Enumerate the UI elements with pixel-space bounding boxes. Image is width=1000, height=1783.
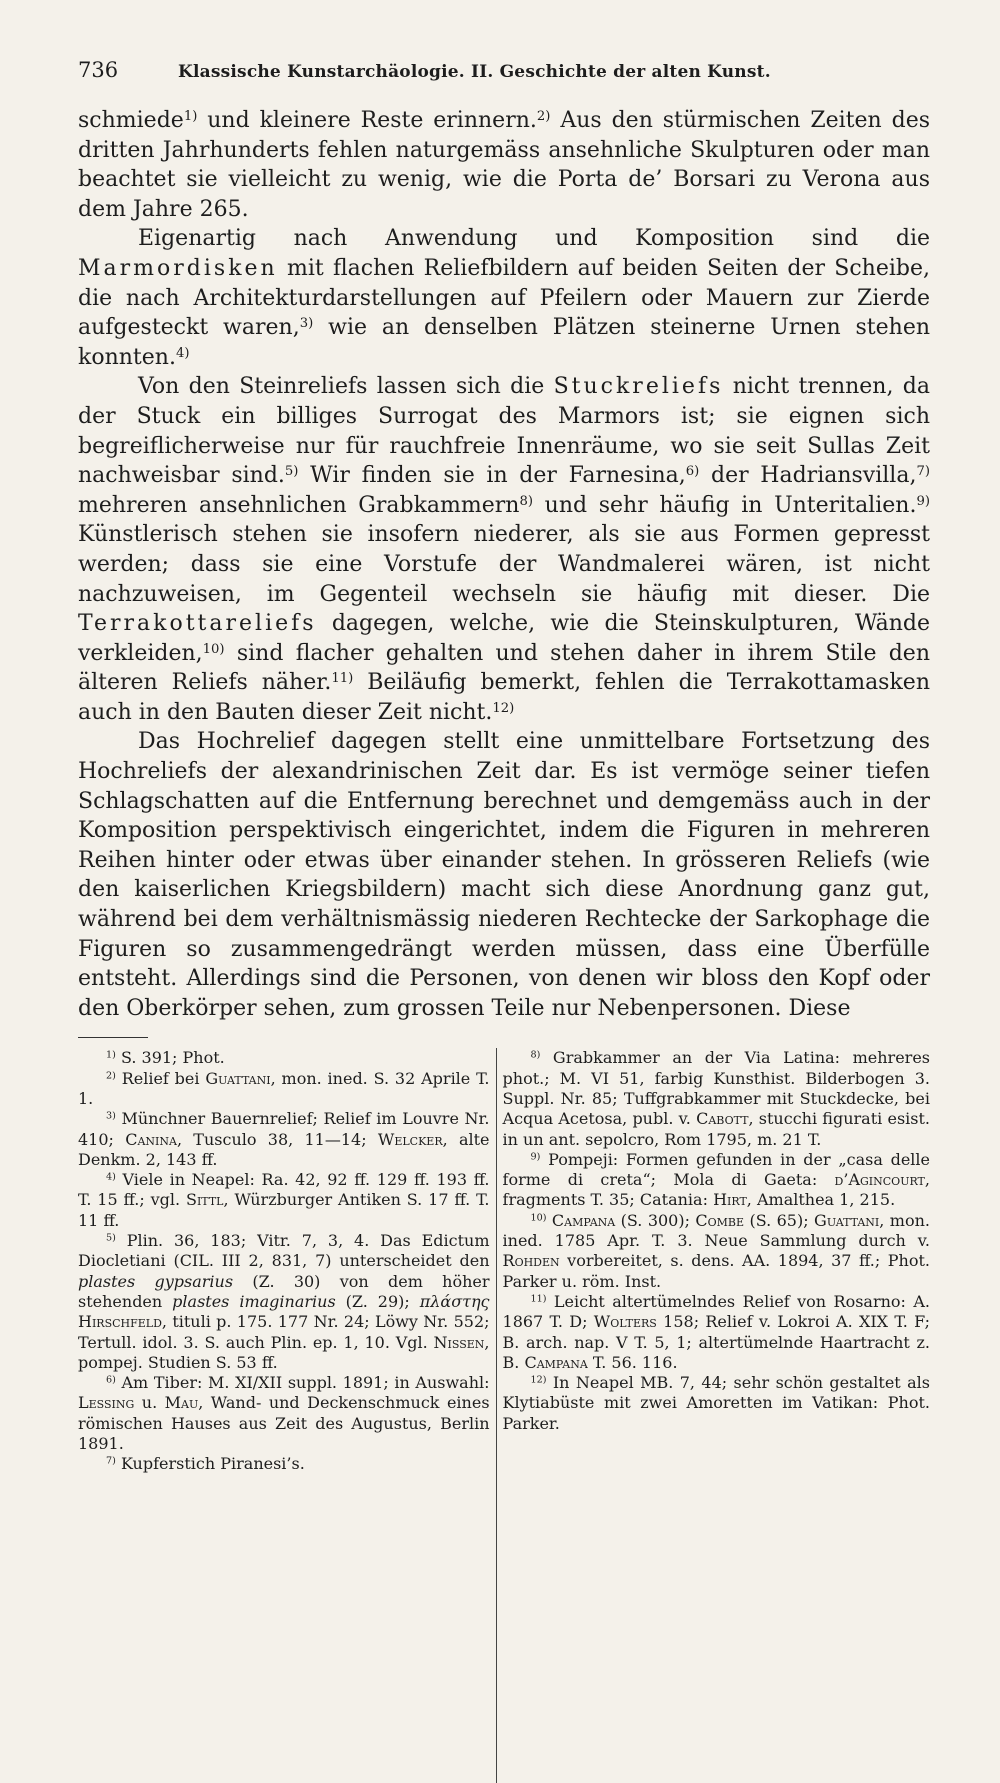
spaced-term: Stuckreliefs: [553, 374, 724, 400]
text-run: und kleinere Reste erinnern.: [197, 108, 537, 133]
footnote-mark: 9): [530, 1151, 541, 1163]
footnote-8: [503, 1048, 930, 1149]
paragraph-4: Das Hochrelief dagegen stellt eine unmittelbare Fortsetzung des Hochreliefs der alexandrinischen Zeit dar. Es ist vermöge seiner tiefen Schlagschatten auf die Entfernung berechnet und demgemäss auch in der Komposition perspektivisch eingerichtet, indem die Figuren in mehreren Reihen hinter oder etwas über einander stehen. In grösseren Reliefs (wie den kaiserlichen Kriegsbildern) macht sich diese Anordnung ganz gut, während bei dem verhältnismässig niederen Rechtecke der Sarkophage die Figuren so zusammengedrängt werden müssen, dass eine Überfülle entsteht. Allerdings sind die Personen, von denen wir bloss den Kopf oder den Oberkörper sehen, zum grossen Teile nur Nebenpersonen. Diese: [78, 729, 930, 1021]
text-run: Von den Steinreliefs lassen sich die: [138, 374, 554, 400]
footnote-text: , mon. ined. 1785 Apr. T. 3. Neue Sammlung durch v.: [502, 1210, 930, 1251]
author-name: Nissen: [433, 1332, 485, 1352]
footnote-ref: 12): [492, 700, 515, 716]
footnote-ref: 6): [685, 463, 700, 479]
footnote-text: , Tusculo 38, 11—14;: [176, 1129, 378, 1149]
author-name: Guattani: [814, 1210, 880, 1230]
column-divider: [496, 1048, 497, 1783]
footnote-7: [78, 1454, 490, 1474]
footnote-ref: 9): [916, 493, 930, 509]
page-number: 736: [78, 58, 119, 82]
footnote-9: [503, 1150, 930, 1211]
text-run: nicht trennen, da der Stuck ein billiges Surrogat des Marmors ist; sie eignen sich begreiflicherweise nur für rauchfreie Innenräume, wo sie seit Sullas Zeit nachweisbar sind.: [78, 374, 930, 489]
spaced-term: Terrakottareliefs: [78, 611, 317, 637]
text-run: der Hadriansvilla,: [699, 463, 917, 489]
footnote-ref: 8): [519, 493, 533, 509]
footnotes: [78, 1048, 930, 1783]
author-name: Guattani: [205, 1068, 271, 1088]
text-run: dagegen, welche, wie die Steinskulpturen, Wände verkleiden,: [78, 611, 930, 666]
text-run: wie an denselben Plätzen steinerne Urnen stehen konnten.: [78, 315, 931, 370]
footnote-ref: 4): [175, 345, 190, 361]
italic-term: plastes gypsarius: [78, 1271, 234, 1291]
author-name: Welcker: [377, 1129, 443, 1149]
footnote-text: vorbereitet, s. dens. AA. 1894, 37 ff.; Phot. Parker u. röm. Inst.: [502, 1251, 930, 1291]
text-run: mit flachen Reliefbildern auf beiden Seiten der Scheibe, die nach Architekturdarstellungen auf Pfeilern oder Mauern zur Zierde aufgesteckt waren,: [78, 255, 930, 341]
footnote-text: Münchner Bauernrelief; Relief im Louvre Nr. 410;: [78, 1109, 490, 1149]
author-name: Campana: [524, 1352, 588, 1372]
footnote-ref: 1): [183, 108, 198, 124]
footnote-mark: 2): [106, 1070, 116, 1082]
greek-term: πλάστης: [419, 1291, 490, 1311]
author-name: Sittl: [186, 1190, 224, 1210]
footnote-text: (S. 300);: [615, 1210, 696, 1230]
footnote-mark: 1): [106, 1050, 116, 1062]
author-name: d’Agincourt: [834, 1170, 925, 1190]
footnote-ref: 3): [299, 315, 314, 331]
footnote-text: Am Tiber: M. XI/XII suppl. 1891; in Auswahl:: [115, 1373, 490, 1393]
footnote-11: [503, 1292, 930, 1373]
paragraph-1: [78, 106, 930, 224]
paragraph-2: [78, 224, 930, 372]
footnote-mark: 6): [106, 1374, 116, 1386]
footnote-text: T. 56. 116.: [587, 1352, 678, 1372]
main-text: [78, 106, 930, 1023]
footnote-6: [78, 1373, 490, 1454]
footnote-ref: 7): [916, 463, 931, 479]
footnote-column-left: [78, 1048, 490, 1783]
text-run: schmiede: [78, 108, 184, 133]
author-name: Campana: [551, 1210, 616, 1230]
text-run: Aus den stürmischen Zeiten des dritten Jahrhunderts fehlen naturgemäss ansehnliche Skulpturen oder man beachtet sie vielleicht zu wenig, wie die Porta de’ Borsari zu Verona aus dem Jahre 265.: [78, 108, 931, 222]
footnote-text: Pompeji: Formen gefunden in der „casa delle forme di creta“; Mola di Gaeta:: [502, 1149, 930, 1190]
spaced-term: Marmordisken: [78, 255, 278, 281]
author-name: Hirt: [713, 1190, 747, 1210]
footnote-mark: 11): [530, 1293, 547, 1305]
footnote-mark: 5): [106, 1232, 116, 1244]
footnote-ref: 10): [202, 641, 225, 657]
author-name: Combe: [695, 1210, 745, 1230]
footnote-text: Leicht altertümelndes Relief von Rosarno: A. 1867 T. D;: [502, 1291, 930, 1332]
footnote-text: , fragments T. 35; Catania:: [502, 1170, 930, 1210]
footnote-text: , stucchi figurati esist. in un ant. sepolcro, Rom 1795, m. 21 T.: [502, 1109, 931, 1149]
footnote-1: [78, 1048, 490, 1068]
text-run: Künstlerisch stehen sie insofern niederer, als sie aus Formen gepresst werden; dass sie eine Vorstufe der Wandmalerei wären, ist nicht nachzuweisen, im Gegenteil wechseln sie häufig mit dieser. Die: [78, 522, 930, 607]
footnote-text: Relief bei: [115, 1068, 206, 1088]
footnote-mark: 12): [530, 1374, 547, 1386]
author-name: Rohden: [502, 1251, 560, 1271]
footnote-text: 158; Relief v. Lokroi A. XIX T. F; B. arch. nap. V T. 5, 1; altertümelnde Haartracht z. B.: [502, 1312, 930, 1372]
author-name: Lessing: [78, 1393, 135, 1413]
footnote-text: Grabkammer an der Via Latina: mehreres phot.; M. VI 51, farbig Kunsthist. Bilderbogen 3. Suppl. Nr. 85; Tuffgrabkammer mit Stuckdecke, bei Acqua Acetosa, publ. v.: [502, 1048, 930, 1129]
page-header: [78, 58, 930, 88]
footnote-text: Plin. 36, 183; Vitr. 7, 3, 4. Das Edictum Diocletiani (CIL. III 2, 831, 7) unterscheidet den: [78, 1231, 490, 1271]
text-run: sind flacher gehalten und stehen daher in ihrem Stile den älteren Reliefs näher.: [78, 640, 930, 696]
footnote-3: [78, 1109, 490, 1170]
footnote-10: [503, 1211, 930, 1292]
footnote-text: , tituli p. 175. 177 Nr. 24; Löwy Nr. 552; Tertull. idol. 3. S. auch Plin. ep. 1, 10. Vgl.: [78, 1312, 490, 1352]
text-run: Beiläufig bemerkt, fehlen die Terrakottamasken auch in den Bauten dieser Zeit nicht.: [78, 670, 930, 725]
footnote-text: , Amalthea 1, 215.: [746, 1190, 896, 1210]
footnote-ref: 5): [284, 463, 299, 479]
footnote-text: (Z. 29);: [335, 1291, 420, 1311]
footnote-mark: 10): [530, 1212, 547, 1224]
footnote-text: , Wand- und Deckenschmuck eines römischen Hauses aus Zeit des Augustus, Berlin 1891.: [78, 1393, 490, 1454]
footnote-mark: 7): [106, 1456, 116, 1468]
footnote-column-right: [503, 1048, 930, 1783]
footnote-mark: 3): [106, 1111, 116, 1123]
author-name: Cabott: [696, 1109, 749, 1129]
footnote-text: , Würzburger Antiken S. 17 ff. T. 11 ff.: [78, 1190, 490, 1230]
text-run: Wir finden sie in der Farnesina,: [298, 463, 686, 489]
author-name: Wolters: [593, 1312, 657, 1332]
footnote-text: (Z. 30) von dem höher stehenden: [78, 1271, 490, 1311]
footnote-text: (S. 65);: [744, 1210, 815, 1230]
footnote-text: Viele in Neapel: Ra. 42, 92 ff. 129 ff. 193 ff. T. 15 ff.; vgl.: [78, 1170, 490, 1210]
italic-term: plastes imaginarius: [172, 1291, 336, 1311]
footnote-rule: [78, 1037, 148, 1038]
footnote-text: S. 391; Phot.: [115, 1048, 225, 1068]
footnote-5: [78, 1231, 490, 1373]
author-name: Canina: [125, 1129, 177, 1149]
author-name: Mau: [164, 1393, 199, 1413]
author-name: Hirschfeld: [78, 1312, 162, 1332]
footnote-text: In Neapel MB. 7, 44; sehr schön gestaltet als Klytiabüste mit zwei Amoretten im Vatikan: Phot. Parker.: [502, 1373, 930, 1433]
footnote-text: , alte Denkm. 2, 143 ff.: [78, 1129, 490, 1169]
footnote-12: [503, 1373, 930, 1434]
footnote-text: Kupferstich Piranesi’s.: [115, 1454, 305, 1474]
footnote-ref: 11): [331, 671, 354, 687]
text-run: mehreren ansehnlichen Grabkammern: [78, 492, 520, 518]
footnote-2: [78, 1069, 490, 1110]
running-title: Klassische Kunstarchäologie. II. Geschichte der alten Kunst.: [178, 62, 771, 82]
footnote-ref: 2): [536, 108, 551, 124]
footnote-4: [78, 1170, 490, 1231]
footnote-text: , mon. ined. S. 32 Aprile T. 1.: [78, 1068, 490, 1108]
text-run: und sehr häufig in Unteritalien.: [533, 492, 917, 518]
footnote-text: u.: [134, 1393, 165, 1413]
footnote-mark: 8): [530, 1050, 541, 1062]
footnote-text: , pompej. Studien S. 53 ff.: [78, 1332, 490, 1372]
paragraph-3: [78, 372, 930, 727]
book-page: [78, 58, 930, 1783]
footnote-mark: 4): [106, 1171, 116, 1183]
text-run: Eigenartig nach Anwendung und Komposition sind die: [138, 226, 930, 252]
